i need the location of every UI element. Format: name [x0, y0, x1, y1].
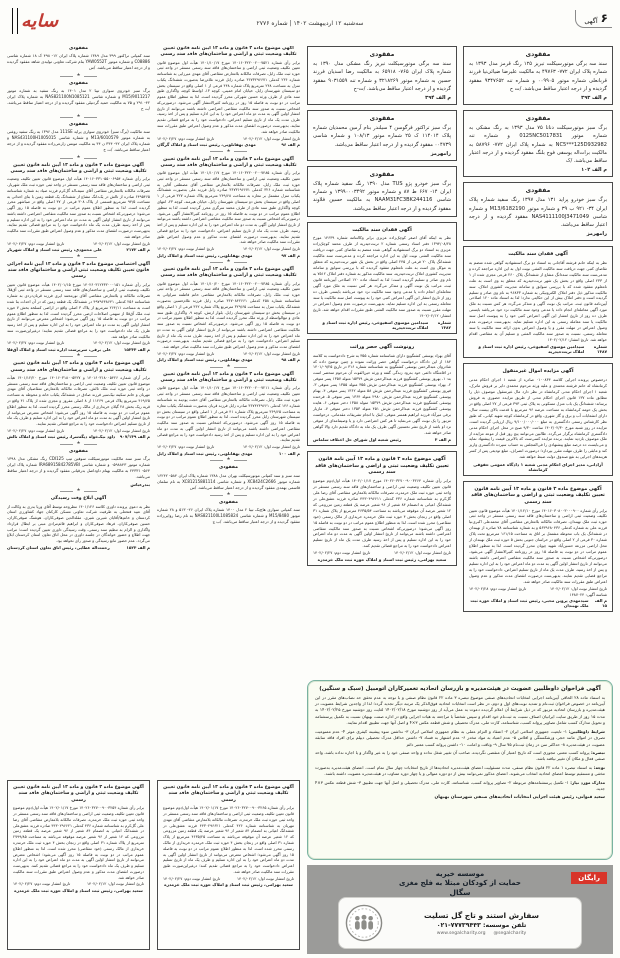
column-c: [157, 46, 300, 950]
documents-text: ۱- تکمیل پرسشنامه‌های مربوطه ۲- تصاویر پروانه کسب، شناسنامه، کارت ملی، مدرک تحصیلی و اصل آنها جهت تطبیق ۳- شش قطعه عکس ۳×۴ جدید.: [315, 779, 605, 792]
separator: [157, 150, 300, 155]
land-registration-notice: [157, 157, 300, 258]
notice-ref: شماره ۱۳۸۲: [437, 319, 451, 330]
charity-website: www.segalcharity.org: [436, 930, 486, 936]
callout-intro: به استناد ماده ۲۸ الحاقی آیین‌نامه اجرایی انتخابات اتحادیه‌های صنفی موضوع تبصره ۳ ماده ۲۲ قانون نظام صنفی و با توجه به عدم تحقق حد نصاب‌های مقرر در این آیین‌نامه در خصوص فراخوان ثبت‌نام و تمدید نوبت‌های اول و دوم، در نظر است انتخابات اتحادیه فوق‌الذکر یک مرتبه دیگر تجدید گردد؛ لذا از واجدین شرایط عضویت در هیئت‌مدیره و بازرسان اتحادیه مزبور که در ذیل شرایط آن اعلام گردیده دعوت به عمل می‌آید از روز دوشنبه مورخ ۱۴۰۲/۰۲/۱۸ لغایت روز دوشنبه مورخ ۱۴۰۲/۰۲/۲۵ به مدت ۱۵ روز از طریق سایت ایرانیان اصناف نسبت به ثبت‌نام خود اقدام و سپس شخصاً با مراجعه به هیات اجرایی واقع در اداره صمت بهبهان نسبت به تکمیل پرسشنامه و تحویل مدارک کسب شامل تصاویر پروانه کسب، شناسنامه، کارت ملی، مدرک تحصیلی و شش قطعه عکس ۳×۴ و اصل آنها جهت تطبیق اقدام نمایند.: [315, 694, 605, 726]
separator-line: [60, 491, 73, 492]
callout-note: [315, 765, 605, 778]
separator-line: [234, 367, 247, 368]
callout-documents: [315, 780, 605, 793]
notice-title: مفقودی: [69, 121, 88, 127]
notice-signature-row: [469, 598, 607, 608]
lost-document-notice: [7, 81, 150, 112]
notice-footer: م الف ۱۰۲: [581, 167, 607, 174]
notice-body: برابر رأی شماره ۱۴۰۱۶۰۳۲۲۰۰۲۰۰۷۵۲۱ مورخ ۱۴۰۱/۱۰/۱۷ هیأت اول موضوع قانون تعیین تکلیف وضعیت ثبتی اراضی و ساختمان‌های فاقد سند رسمی مستقر در واحد ثبتی حوزه ثبت ملک زابل، تصرفات مالکانه بلامعارض متقاضی آقای مهدی میرزایی به شناسنامه شماره ۲۳۶ کدملی ۳۶۷۳۲۹۶۶۷۱ صادره زابل فرزند غلام‌رضا به‌صورت ششدانگ یکباب منزل به مساحت ۲۴۸ مترمربع پلاک شماره ۴۴۸ فرعی از ۱ اصلی واقع در سیستان بخش دو سیستان شهرستان زابل، خیابان امام خمینی، کوچه ۱۳، اواسط کوچه، واگذاری طبق سند عادی از طرف ورثه حسین شهرکی محرز گردیده است. لذا به منظور اطلاع عموم مراتب در دو نوبت به فاصله ۱۵ روز در روزنامه کثیرالانتشار آگهی می‌شود. درصورتی‌که اشخاص نسبت به صدور سند مالکیت متقاضی اعتراضی داشته باشند می‌توانند از تاریخ انتشار اولین آگهی به مدت دو ماه اعتراض خود را به این اداره تسلیم و پس از اخذ رسید، ظرف مدت یک ماه از تاریخ تسلیم اعتراض، دادخواست خود را به مراجع قضائی تقدیم نمایند. بدیهی‌ست درصورت انقضای مدت مذکور و عدم وصول اعتراض طبق مقررات سند مالکیت صادر خواهد شد.: [157, 59, 300, 134]
second-publication-date: تاریخ انتشار نوبت دوم: ۱۴۰۲/۰۲/۲۷: [157, 246, 215, 252]
separator-line: [234, 460, 247, 461]
lost-document-notice: [7, 46, 150, 71]
notice-title: مفقودی: [69, 46, 88, 51]
notice-title: آگهی موضوع ماده ۳ قانون و ماده ۱۳ آیین نامه قانون تعیین تکلیف وضعیت ثبتی و اراضی و ساختمان‌های فاقد سند رسمی: [160, 46, 297, 58]
documents-label: مدارک مورد نیاز:: [570, 779, 606, 785]
notice-body: سند کمپانی تراکتور ۳۹۹ مدل ۱۳۸۹ شماره پلاک ایران ۱۲- ۴۹۸ ک ۱۸ شماره شاسی C08886 و شماره موتور YAW0552T بنام شرکت تعاونی تولیدی شاهد مفقود گردیده و از درجه اعتبار ساقط می‌باشد. /س: [7, 53, 150, 71]
separator-line: [60, 117, 73, 118]
separator-line: [84, 158, 97, 159]
lost-document-notice: [157, 500, 300, 525]
second-publication-date: تاریخ انتشار نوبت دوم: ۱۴۰۲/۰۲/۲۷: [13, 881, 71, 887]
notice-title: آگهی موضوع ماده ۳ قانون و ماده ۱۳ آیین نامه قانون تعیین تکلیف وضعیت ثبتی و اراضی و ساختمان‌های فاقد سند رسمی: [10, 361, 147, 373]
lost-document-notice: [307, 46, 457, 105]
notice-body: برابر رأی شماره ۱۴۰۲۶۰۳۲۷۰۰۹۰۰۳۲۵۴ مورخ ۱۴۰۲/۰۱/۱۷ هیأت اول/دوم موضوع قانون تعیین تکلیف وضعیت ثبتی اراضی و ساختمان‌های فاقد سند رسمی مستقر در واحد ثبتی حوزه ثبت ملک خرمدره، تصرفات مالکانه بلامعارض متقاضی آقای رضا علی گل‌کرم به شناسنامه شماره ۴۳۶ کدملی ۴۴۳۰۲۹۶۶۲۱ صادره فرزند عشق‌علی در ششدانگ اعیانی به انضمام ۸۴ شعیر از ۹۶ شعیر عرصه یک قطعه زمین مزروعی که ۱۲ شعیر از ۹۶ شعیر عرصه موقوفه می‌باشد به مساحت ۲۷۹۹/۸۵ مترمربع از پلاک شماره ۳۱ اصلی واقع در زنجان بخش ۴ حوزه ثبت ملک خرمدره خریداری از مالک رسمی (خود متقاضی) محرز شده است. لذا به منظور اطلاع عموم مراتب در دو نوبت به فاصله ۱۵ روز آگهی می‌شود؛ اشخاص معترض می‌توانند از تاریخ انتشار اولین آگهی به مدت دو ماه اعتراض خود را به این اداره تسلیم و ظرف یک ماه دادخواست خود را به مراجع قضائی تقدیم کنند. بدیهی‌ست درصورت انقضای مدت مذکور و عدم وصول اعتراض طبق مقررات سند مالکیت صادر خواهد شد.: [13, 805, 145, 880]
notice-signature-row: [7, 482, 150, 487]
publication-dates: [469, 586, 607, 591]
notice-ref: م الف ۱۰۰: [278, 450, 300, 456]
star-separator-icon: ★: [76, 353, 81, 359]
separator-line: [210, 460, 223, 461]
separator-line: [84, 257, 97, 258]
land-registration-notice: [157, 372, 300, 456]
lost-document-notice: [7, 449, 150, 487]
first-publication-date: تاریخ انتشار نوبت اول: ۱۴۰۲/۰۲/۱۲: [93, 427, 150, 433]
notice-signature: رئیس شعبه اول شورای حل اختلاف سلماس: [313, 437, 402, 443]
election-call-notice: [307, 680, 613, 860]
publication-dates: [157, 351, 300, 356]
lost-document-notice: [463, 182, 613, 241]
notice-body: برگ سبز خودرو پراید ۱۳۱ مدل ۱۳۹۷ رنگ سفید شماره پلاک ایران ۳۴- ۹۲۱ ب ۳۹ و شماره موتور M13/6182190 و شماره شاسی NAS4111100J3471049 مفقود گردیده و از درجه اعتبار ساقط می‌باشد.: [469, 197, 607, 228]
note-text: به استناد تبصره ۱ ماده ۲۲ قانون نظام صنفی، مدت مسئولیت اعضای هیئت‌مدیره اتحادیه‌ها از تاریخ انتخابات چهار سال تمام است. اعضای هیئت‌مدیره به‌صورت مخفی و مستقیم توسط اعضای اتحادیه انتخاب می‌شوند. اعضای مذکور نمی‌توانند بیش از دو دوره متوالی و یا چهار دوره متناوب در هیئت‌مدیره عضویت داشته باشند.: [315, 764, 605, 777]
notice-body: برگ سبز خودروی سواری تیبا ۲ مدل ۱۴۰۱ به رنگ سفید به شماره موتور M15/9011217 و شماره شاسی NAS821100N1085121 به شماره پلاک ایران ۴۲- ۲۹۱ و ۷۵ به مالکیت حمید گردنیلی مفقود گردیده و از درجه اعتبار ساقط می‌باشد. /ت ح: [7, 88, 150, 112]
boxed-columns: [307, 46, 613, 676]
first-publication-date: تاریخ انتشار نوبت اول: ۱۴۰۲/۰۲/۱۲: [93, 240, 150, 246]
notice-signature-row: [7, 347, 150, 352]
probate-notice: [307, 339, 457, 446]
callout-conditions: [315, 729, 605, 748]
callout-title: آگهی فراخوان داوطلبین عضویت در هیئت‌مدیره و بازرسان اتحادیه تعمیرکاران اتومبیل (سبک و سنگین): [319, 686, 601, 692]
second-publication-date: تاریخ انتشار نوبت دوم: ۱۴۰۲/۰۲/۲۷: [157, 444, 215, 450]
land-registration-notice: [157, 267, 300, 362]
first-publication-date: تاریخ انتشار نوبت اول: ۱۴۰۲/۰۲/۱۲: [243, 135, 300, 141]
notice-signature: سعید بهرامی، رئیس ثبت اسناد و املاک حوزه ثبت ملک خرمدره: [317, 556, 447, 562]
notice-title: مفقودی: [219, 465, 238, 471]
notice-signature: سیدمهدی پروین محبی، رئیس ثبت اسناد و املاک حوزه ثبت ملک نهبندان: [470, 598, 589, 609]
notice-body: برابر رأی شماره ۱۴۰۲۶۰۳۱۲۴۳۲۰۰۰۱۵۱ مورخ ۱۴۰۲/۰۱/۱۵ هیأت موضوع قانون تعیین تکلیف وضعیت ثبتی اراضی و ساختمان‌های فاقد سند رسمی مستقر در واحد ثبتی آق‌قلا، تصرفات مالکانه و بلامعارض متقاضی آقای نورمحمد ایری فرزند قربان‌دردی به شماره شناسنامه ۲۵۶ کدملی ۴۹۷۹۶۴۸۶۴۱ در ششدانگ یک قطعه زمین که در آن احداث بنا شده است به مساحت ۲۶۴/۱۱ مترمربع از پلاک ۳ اصلی واقع در اراضی کسلخه بخش ۷ حوزه ثبت ملک آق‌قلا از سهمی اصلاحات ارضی محرز گردیده است. لذا به منظور اطلاع عموم مراتب در دو نوبت به فاصله ۱۵ روز آگهی می‌شود؛ اشخاص معترض می‌توانند از تاریخ انتشار اولین آگهی به مدت دو ماه اعتراض خود را به این اداره تسلیم و پس از اخذ رسید ظرف یک ماه دادخواست خود را به مراجع قضائی تقدیم نمایند؛ درغیراین‌صورت سند مالکیت صادر خواهد شد.: [7, 281, 150, 339]
notice-ref: شماره ۱۳۸۷: [593, 344, 607, 355]
separator-line: [234, 262, 247, 263]
notice-signature-row: [7, 247, 150, 252]
first-publication-date: تاریخ انتشار نوبت اول: ۱۴۰۲/۰۲/۱۲: [550, 585, 607, 591]
notice-body: سند مالکیت (برگ سبز) خودروی سواری پراید 111SE مدل ۱۳۹۶ به رنگ سفید روغنی به شماره موتور M13/6010579 و شماره شاسی NAS431100H1005015 و شماره پلاک ایران ۴۲- ۳۴۴ ن ۴۴ به مالکیت مونس زارعی‌زاده مفقود گردیده و از درجه اعتبار ساقط می‌باشد. /ت ح: [7, 129, 150, 153]
separator-line: [84, 76, 97, 77]
separator-line: [84, 117, 97, 118]
separator-line: [84, 444, 97, 445]
second-publication-date: تاریخ انتشار نوبت دوم: ۱۴۰۲/۰۲/۲۸: [469, 585, 527, 591]
clause-text: پروانه کسب معتبر، مجوزی است که تاریخ اعتبار آن منقضی نگردیده، صاحب آن تغییر شغل نداده و واحد صنفی خود را به غیر واگذار و یا اجاره نداده باشد، واحد صنفی فعال و مکان آن تغییر نیافته باشد.: [315, 750, 605, 762]
separator: [7, 115, 150, 120]
second-publication-date: تاریخ انتشار نوبت دوم: ۱۴۰۲/۰۲/۲۷: [7, 340, 65, 346]
notice-ref: م الف ۱۵: [594, 598, 607, 609]
star-separator-icon: ★: [76, 440, 81, 446]
separator-line: [210, 495, 223, 496]
notice-signature-row: [469, 344, 607, 354]
separator: [157, 458, 300, 463]
charity-order-text: [388, 911, 575, 936]
section-label: آگهی: [584, 16, 598, 25]
separator: [7, 489, 150, 494]
separator-line: [60, 444, 73, 445]
second-publication-date: تاریخ انتشار نوبت دوم: ۱۴۰۲/۰۲/۲۷: [313, 550, 371, 556]
right-half: [307, 46, 613, 950]
notice-signature-row: [157, 142, 300, 147]
notice-id: شناسه آگهی: ۱۴۸۷۰۲۴: [569, 591, 607, 597]
notice-body: برگ سبز سند مالکیت موتورسیکلت سوفین تیپ CDI125 رنگ مشکی مدل ۱۳۹۸ شماره موتور ۰۵۹۸۸۴۳ و شماره شاسی IRA68915842785VBI شماره پلاک ایران ۵۶۴- ۲۴۳۳۱ به مالکیت بهنام داوداصل بدرقیانی مفقود گردیده و از درجه اعتبار ساقط می‌باشد.: [7, 456, 150, 480]
separator: [157, 365, 300, 370]
charity-ad: [307, 865, 613, 954]
publication-dates: [157, 246, 300, 251]
notice-signature: مهدی بهقانلویی، رئیس ثبت اسناد و املاک گرگان: [157, 142, 256, 148]
separator: [157, 493, 300, 498]
notice-title: آگهی فقدان سند مالکیت: [352, 226, 412, 233]
notice-body: برابر رأی شماره ۱۴۰۱۶۰۳۰۸۰۰۳۰۰۰۹۰۰ مورخ ۱۴۰۱/۱۲/۱۰ هیأت موضوع قانون تعیین تکلیف وضعیت ثبتی اراضی و ساختمان‌های فاقد سند رسمی مستقر در واحد ثبتی حوزه ثبت ملک نهبندان، تصرفات مالکانه بلامعارض متقاضی آقای محمدعلی اکبری‌نیا فرزند علی به شماره کدملی ۵۶۳۹۶۸۰۴۳۶ و به شماره شناسنامه ۷۸ صادره از نهبندان در ششدانگ یک باب محوطه مشتمل بر اتاق به مساحت ۱۶۱/۱۵ مترمربع تحت پلاک شماره ۳۰ فرعی از ۲ اصلی واقع در خراسان جنوبی بخش ۵ حوزه ثبت ملک نهبندان از محل اراضی مزرعه حسین‌آباد شهید چوپان محرز گردیده است. لذا به منظور اطلاع عموم مراتب در دو نوبت به فاصله ۱۵ روز در روزنامه کثیرالانتشار آگهی می‌شود. درصورتی‌که اشخاص نسبت به صدور سند مالکیت متقاضی اعتراضی داشته باشند می‌توانند از تاریخ انتشار اولین آگهی به مدت دو ماه اعتراض خود را به این اداره تسلیم و پس از اخذ رسید، ظرف مدت یک ماه از تاریخ تسلیم اعتراض، دادخواست خود را به مراجع قضایی تقدیم نمایند. بدیهی‌ست درصورت انقضای مدت مذکور و عدم وصول اعتراض طبق مقررات سند مالکیت صادر خواهد شد.: [469, 507, 607, 584]
notice-title: آگهی موضوع ماده ۳ قانون و ماده ۱۳ آیین نامه قانون تعیین تکلیف وضعیت ثبتی و اراضی و ساختمان‌های فاقد سند رسمی: [160, 371, 297, 384]
notice-body: نظر به اینکه خانم فرشته آقاجانی به استناد دو برگ استشهادیه گواهی شده منضم به تقاضای کتبی جهت دریافت سند مالکیت المثنی نوبت اول به این اداره مراجعه کرده و مدعی‌ست سند مالکیت سه‌دانگ مشاع از ششدانگ پلاک ۲۶۰ فرعی مجزی شده از ۱ از ۲۳۳ اصلی واقع در بخش یک شهر تربت‌حیدریه که متعلق به وی است به علت نامعلوم مفقود شده که با بررسی سوابق و سامانه مدیریت کشوری املاک، سند مالکیت مذکور ذیل دفتر املاک الکترونیکی به شماره ۹۶۸۳۳ به نام وی صادر و تسلیم گردیده است و دفتر املاک بیش از این حکایتی ندارد؛ لذا به استناد ماده ۱۲۰ اصلاحی آیین‌نامه قانون ثبت، مراتب یک نوبت آگهی و متذکر می‌گردد هر کس نسبت به ملک مورد آگهی معامله‌ای انجام داده یا مدعی وجود سند مالکیت نزد خود می‌باشد بایستی ظرف ده روز از تاریخ انتشار این آگهی اعتراض کتبی خود را به پیوست اصل سند مالکیت یا سند معامله رسمی به این اداره تسلیم نماید. بدیهی‌ست درصورت عدم وصول اعتراض در مهلت مقرر و یا وصول اعتراض بدون ارائه سند مالکیت یا سند معامله رسمی، نسبت به صدور سند مالکیت المثنی و تسلیم آن به متقاضی اقدام خواهد شد. تاریخ انتشار: ۱۴۰۲/۰۲/۱۲: [469, 259, 608, 343]
separator-line: [60, 257, 73, 258]
land-registration-notice: [7, 262, 150, 352]
separator-line: [84, 491, 97, 492]
notice-signature-row: [157, 253, 300, 258]
missing-deed-notice: [463, 246, 613, 358]
publication-dates: [7, 428, 150, 433]
star-separator-icon: ★: [76, 488, 81, 494]
first-publication-date: تاریخ انتشار نوبت اول: ۱۴۰۲/۰۲/۱۲: [93, 340, 150, 346]
notice-footer: بندرعباس: [130, 481, 150, 487]
notice-body: برابر رأی شماره ۱۴۰۱۶۰۳۳۱۰۵۵۰۰۶۹۵۴ هیأت اول موضوع قانون تعیین تکلیف وضعیت ثبتی اراضی و ساختمان‌های فاقد سند رسمی مستقر در واحد ثبتی حوزه ثبت ملک شهریار، تصرفات مالکانه بلامعارض متقاضی آقای سیف‌اله گل‌کرم فرزند صیاد به شماره شناسنامه ۶۴۹۵۴۶۵ صادره از تالش در یک‌دانگ مشاع از ششدانگ یک قطعه زمین با بنای احداثی به مساحت ۹۴/۵ مترمربع قسمتی از پلاک ۳۰۸ فرعی از ۴۷ اصلی واقع در صباشهر محرز گردیده است. لذا به منظور اطلاع عموم مراتب در دو نوبت به فاصله ۱۵ روز آگهی می‌شود؛ درصورتی‌که اشخاص نسبت به صدور سند مالکیت متقاضی اعتراضی داشته باشند می‌توانند از تاریخ انتشار اولین آگهی به مدت دو ماه اعتراض خود را به این اداره تسلیم و پس از اخذ رسید ظرف مدت یک ماه دادخواست خود را به مراجع قضائی تقدیم نمایند. بدیهی‌ست درصورت انقضای مدت مذکور و عدم وصول اعتراض طبق مقررات سند مالکیت صادر خواهد شد.: [7, 176, 150, 240]
notice-body: برگ سبز خودرو پژو TUS مدل ۱۳۹۰ رنگ سفید شماره پلاک ایران ۱۴- ۶۶۷ ط ۸۷ و شماره موتور ۱۳۹۹۰۰۰۳۴۹۲ و شماره شاسی NAAM31FC3BK244116 به مالکیت حسین فلاوند مفقود گردیده و از درجه اعتبار ساقط می‌باشد.: [313, 180, 452, 212]
second-publication-date: تاریخ انتشار نوبت دوم: ۱۴۰۲/۰۲/۲۷: [157, 135, 215, 141]
notice-signature: سعید بهرامی، رئیس ثبت اسناد و املاک حوزه ثبت ملک خرمدره: [14, 887, 143, 893]
publication-dates: [313, 550, 451, 555]
notice-body: سند کمپانی سواری هاچ‌بک تیبا ۲ مدل ۱۴۰۰ شماره پلاک ایران ۲۶- ۵۱۳ و ۲۸ شماره موتور M15/8480 و شماره شاسی NAS821100L1085824 به نام رضا روایی‌زاده مفقود گردیده و از درجه اعتبار ساقط می‌باشد. /ب ج: [157, 507, 300, 525]
notice-footer: م الف ۳۹۳: [581, 95, 607, 101]
notice-title: آگهی موضوع ماده ۳ قانون و ماده ۱۳ آیین نامه قانون تعیین تکلیف وضعیت ثبتی و اراضی و ساختمان‌های فاقد سند رسمی: [163, 785, 294, 803]
lost-document-notice: [157, 465, 300, 490]
notice-body: آقای بهزاد یوسفی کشتگویچ دارای شناسنامه شماره ۳۵۵ به شرح دادخواست به کلاسه ۱۸۴ از این دادگاه درخواست گواهی حصر وراثت نموده و چنین توضیح داده که شادروان عبدالرحمن یوسفی کشتگویچ به شناسنامه شماره ۳۱۶ در تاریخ ۱۴۰۱/۰۹/۲۵ در اقامتگاه دائمی خود بدرود زندگی گفته و ورثه حین‌الفوت آن مرحوم منحصر است به: ۱- بهروز یوسفی کشتگویچ فرزند عبدالرحمن ش‌ش ۱۵۳۷۹ متولد ۱۳۵۷ پسر متوفی ۲- بهزاد یوسفی کشتگویچ فرزند عبدالرحمن ش‌ش ۳۵۵ متولد ۱۳۵۵ پسر متوفی ۳- فیروز یوسفی کشتگویچ فرزند عبدالرحمن ش‌ش ۵۸ متولد ۱۳۶۲ پسر متوفی ۴- بهنام یوسفی کشتگویچ فرزند عبدالرحمن ش‌ش ۲۹۸۰ متولد ۱۳۶۴ پسر متوفی ۵- فرخنده یوسفی کشتگویچ فرزند عبدالرحمن ش‌ش ۱۵۳۷۹ متولد ۱۳۵۸ دختر متوفی ۶- هایده یوسفی کشتگویچ فرزند عبدالرحمن ش‌ش ۴۵۱ متولد ۱۳۵۳ دختر متوفی ۷- مازیار برفی میرآباد فرزند ابراهیم همسر متوفی. اینک با انجام تشریفات مقدماتی، درخواست مزبور را یک نوبت آگهی می‌نماید تا هر کس اعتراضی دارد و یا وصیتنامه‌ای از متوفی نزد او باشد از تاریخ نشر نخستین آگهی ظرف یک ماه به دادگاه تقدیم دارد والا گواهی صادر خواهد شد.: [313, 352, 452, 435]
order-title: سفارش استند و تاج گل تسلیت: [424, 910, 539, 920]
lost-document-notice: [463, 46, 613, 105]
separator-line: [210, 262, 223, 263]
conditions-label: شرایط داوطلبین:: [568, 728, 606, 734]
separator: [7, 442, 150, 447]
notice-body: سند سه برگی موتورسیکلت تبریز رنگ مشکی مدل ۱۳۹۰ به شماره پلاک ایران ۷۶۵- ۶۵۹۱۸ به مالکیت رضا اسدیان فرزند حسین به شماره موتور ۳۲۱۸۲۶۹ و شماره تنه ۹۰۳۱۵۵۹ مفقود گردیده و از درجه اعتبار ساقط می‌باشد. /ت-ح: [313, 61, 452, 92]
notice-body: برابر رأی شماره ۱۴۰۱۶۰۳۲۲۰۰۲۰۰۷۳۸۵ مورخ ۱۴۰۱/۱۰/۲۰ هیأت اول موضوع قانون تعیین تکلیف وضعیت ثبتی اراضی و ساختمان‌های فاقد سند رسمی مستقر در واحد ثبتی حوزه ثبت ملک زابل، تصرفات مالکانه بلامعارض متقاضی خانم فاطمه سراوانی به شناسنامه شماره ۴۵۸ کدملی ۳۶۷۰۸۴۲۶۶۱ صادره زابل فرزند غلام‌حسین به‌صورت ششدانگ یکباب منزل به مساحت ۳۲۹/۶۵ مترمربع پلاک شماره ۳۶۲ فرعی از ۱ اصلی واقع در سیستان بخش دو سیستان شهرستان زابل، بلوار ارتش، کوچه ۹، واگذاری طبق سند عادی و مع‌الواسطه از ورثه ملک محرز گردیده است. لذا به منظور اطلاع عموم مراتب در دو نوبت به فاصله ۱۵ روز آگهی می‌شود. درصورتی‌که اشخاص نسبت به صدور سند مالکیت متقاضی اعتراضی داشته باشند می‌توانند از تاریخ انتشار اولین آگهی به مدت دو ماه اعتراض خود را به این اداره تسلیم و پس از اخذ رسید، ظرف مدت یک ماه از تاریخ تسلیم اعتراض، دادخواست خود را به مراجع قضائی تقدیم نمایند. بدیهی‌ست درصورت انقضای مدت مذکور و عدم وصول اعتراض طبق مقررات سند مالکیت صادر خواهد شد.: [157, 280, 300, 350]
notice-title: مفقودی: [69, 448, 88, 454]
charity-order-box: [338, 897, 582, 949]
notice-ref: م الف ۳: [434, 437, 451, 443]
logo-text: سایه: [21, 10, 59, 31]
second-publication-date: تاریخ انتشار نوبت دوم: ۱۴۰۲/۰۲/۲۷: [163, 875, 221, 881]
star-separator-icon: ★: [226, 363, 231, 369]
notice-title: آگهی موضوع ماده ۳ قانون و ماده ۱۳ آیین نامه قانون تعیین تکلیف وضعیت ثبتی و اراضی و ساختمان‌های فاقد سند رسمی: [13, 785, 144, 803]
missing-deed-notice: [307, 222, 457, 334]
notice-title: مفقودی: [369, 115, 395, 122]
notice-body: برابر آرای شماره ۱۴۰۱۶۰۳۱۸۰۰۵۴۲۶ و ۱۴۰۱۶۰۳۱۸۰۰۵۴۲۷ مورخ ۱۴۰۱/۱۲/۲۰ هیأت موضوع قانون تعیین تکلیف وضعیت ثبتی اراضی و ساختمان‌های فاقد سند رسمی مستقر در واحد ثبتی حوزه ثبت ملک تالش، تصرفات مالکانه بلامعارض متقاضیان آقای مهدی مهربان و خانم سکینه نیک‌سیر فرزند صادق در ششدانگ یکباب خانه و محوطه به مساحت ۴۱۹/۶۵ مترمربع پلاک فرعی ۱۱۲۶۹ از ۸ اصلی مفروز و مجزی شده از پلاک ۴۱ واقع در قریه ریک بخش ۲۸ گیلان خریداری از مالک رسمی محرز گردیده است. لذا به منظور اطلاع عموم مراتب در دو نوبت به فاصله ۱۵ روز آگهی می‌شود؛ اشخاص معترض می‌توانند از تاریخ انتشار اولین آگهی به مدت دو ماه اعتراض خود را به این اداره تسلیم و ظرف یک ماه از تاریخ تسلیم اعتراض دادخواست خود را به مراجع قضائی تقدیم نمایند.: [7, 374, 150, 427]
notice-title: آگهی فقدان سند مالکیت: [508, 251, 568, 258]
notice-body: سند سبز و سند کمپانی موتورسیکلت بهران مدل ۱۳۸۸ شماره پلاک ایران ۵۸۴- ۱۶۲۴۲ شماره موتور XC8424C2666 و شماره شاسی XC81215881114 به نام سلمان قاسمی بهمدی مفقود گردیده و از درجه اعتبار ساقط می‌باشد. /س: [157, 472, 300, 490]
notice-ref: م الف ۲۱۷۲: [126, 247, 150, 253]
notice-signature-row: [157, 357, 300, 362]
separator: [7, 74, 150, 79]
date-issue-line: سه‌شنبه ۱۲ اردیبهشت ۱۴۰۲ | شماره ۲۷۷۶: [256, 20, 364, 27]
separator-line: [210, 151, 223, 152]
notice-title: آگهی مزایده اموال غیرمنقول: [502, 368, 574, 375]
callout-clause: [315, 750, 605, 763]
charity-logo: [345, 904, 383, 942]
publication-dates: [157, 444, 300, 449]
notice-signature: سعید بهرامی، رئیس ثبت اسناد و املاک حوزه ثبت ملک خرمدره: [164, 882, 293, 888]
publication-dates: [13, 881, 144, 886]
notice-body: نظر به اینکه آقای اصغر کوچک‌زاده عزیزی برابر وکالتنامه شماره ۱۴۶۳۹ مورخ ۱۳۹۴/۰۸/۲۸ دفتر اسناد رسمی شماره ۲ تربت‌حیدریه از طرف محمد کوچک‌زاده عزیزی به استناد دو برگ استشهادیه گواهی شده منضم به تقاضای کتبی جهت دریافت سند مالکیت المثنی نوبت اول به این اداره مراجعه کرده و مدعی‌ست سند مالکیت ششدانگ پلاک ۲۰ فرعی از ۲۴۵ اصلی واقع در بخش یک شهر تربت‌حیدریه که متعلق به موکل وی است به علت نامعلوم مفقود گردیده که با بررسی سوابق و سامانه مدیریت کشوری املاک تربت‌حیدریه، سند مالکیت مذکور به شماره دفتر املاک ۷۵۱۲ به نام وی صادر و تسلیم گردیده است؛ لذا به استناد ماده ۱۲۰ اصلاحی آیین‌نامه قانون ثبت، مراتب یک نوبت آگهی و متذکر می‌گردد هر کس نسبت به ملک مورد آگهی معامله‌ای انجام داده یا مدعی وجود سند مالکیت نزد خود می‌باشد بایستی ظرف ده روز از تاریخ انتشار این آگهی اعتراض کتبی خود را به پیوست اصل سند مالکیت یا سند معامله رسمی به این اداره تسلیم نماید. بدیهی‌ست درصورت عدم وصول اعتراض در مهلت مقرر نسبت به صدور سند مالکیت المثنی طبق مقررات اقدام خواهد شد. تاریخ انتشار: ۱۴۰۲/۰۲/۱۲: [313, 235, 452, 318]
notice-title: آگهی ابلاغ وقت رسیدگی: [50, 496, 107, 502]
hearing-notice: [7, 496, 150, 550]
land-registration-notice: [307, 451, 457, 566]
land-registration-notice: [7, 361, 150, 439]
notice-body: درخصوص پرونده اجرایی کلاسه ۰۱۰۰۸۳۴ صادره از شعبه ۱ اجرای احکام مدنی کرمانشاه له خانم فرشته محمدی و علیه ورثه مرحوم محمدی دایر بر فروش ماترک، شعبه ۱ اجرای احکام مدنی کرمانشاه در نظر دارد مال غیرمنقول موصوف ذیل را مطابق ماده ۱۳۷ قانون اجرای احکام مدنی از طریق مزایده حضوری به فروش برساند: ششدانگ یک باب منزل مسکونی به پلاک ثبتی ۳۹۳ فرعی از ۲۷ اصلی واقع در بخش یک حومه کرمانشاه به مساحت عرصه ۹۶ مترمربع با قدمت بالای بیست سال، دارای انشعابات آب و برق و گاز شهری، واقع در کرمانشاه کوچه شهید کیانی، که طبق نظر کارشناس رسمی دادگستری به مبلغ ۹/۱۰۰/۰۰۰/۰۰۰ ریال ارزیابی گردیده است. مزایده در روز شنبه مورخ ۱۴۰۲/۰۲/۳۰ ساعت ۹/۳۰ صبح در محل اجرای احکام مدنی دادگستری کرمانشاه برگزار می‌گردد. طالبین می‌توانند پنج روز قبل از موعد مزایده از ملک موصوف بازدید نمایند. برنده مزایده کسی‌ست که بالاترین قیمت را پیشنهاد نماید و می‌بایست ده درصد مبلغ پیشنهادی را فی‌المجلس به حساب سپرده دادگستری واریز کند و مابقی را ظرف مهلت مقرر بپردازد؛ درصورت انصراف، مبلغ تودیعی پس از کسر هزینه‌های اجرایی به نفع صندوق دولت ضبط خواهد شد.: [469, 377, 607, 460]
notice-signature: علی برقی، سرپرست اداره ثبت اسناد و املاک آق‌قلا: [7, 346, 112, 352]
publication-dates: [7, 241, 150, 246]
auction-notice: [463, 363, 613, 475]
first-publication-date: تاریخ انتشار نوبت اول: ۱۴۰۲/۰۲/۱۲: [243, 444, 300, 450]
notice-body: سند سه برگی موتورسیکلت تبریز ۱۲۵ رنگ قرمز مدل ۱۳۹۳ به شماره پلاک ایران ۷۷۲- ۴۹۷۶۳ به مالکیت علیرضا ضیائی‌نیا فرزند قربانعلی شماره موتور ۰۰۹۹۰۵ و شماره تنه ۹۳۴۷۶۵۲ مفقود گردیده و از درجه اعتبار ساقط می‌باشد. /ت ح: [469, 61, 607, 92]
notice-ref: م الف ۱۵۲۴: [126, 545, 150, 551]
charity-phone: [388, 922, 575, 929]
newspaper-logo: [12, 8, 58, 34]
notice-body: برگ سبز تراکتور فرگوسن ۴ سیلندر بنام آرمین محمدیان شماره پلاک ۱۱۴۰۱۴ ک ۲۵ شماره موتور ۱۰۸/۱۳ و شماره شاسی ۰۰۴۷۳۹ مفقود گردیده و از درجه اعتبار ساقط می‌باشد.: [313, 125, 451, 148]
notice-title: آگهی موضوع ماده ۳ قانون و ماده ۱۳ آیین نامه قانون تعیین تکلیف وضعیت ثبتی و اراضی و ساختمان‌های فاقد سند رسمی: [471, 485, 605, 505]
notice-title: آگهی موضوع ماده ۳ قانون و ماده ۱۳ آیین نامه قانون تعیین تکلیف وضعیت ثبتی و اراضی و ساختمان‌های فاقد سند رسمی: [10, 162, 147, 175]
notice-signature: رحمت‌اله عطایی، رئیس اتاق تعاون استان کردستان: [7, 545, 110, 551]
land-registration-notice-boxed: [7, 780, 150, 950]
notice-signature: سیدامین موسوی اسفیوخی، رئیس اداره ثبت اسناد و املاک تربت‌حیدریه: [322, 319, 429, 330]
column-b: [307, 46, 457, 676]
notice-ref: م الف ۹۰۷/۱۳۹: [119, 434, 150, 440]
phone-number: ۰۲۱-۷۷۷۳۹۴۴۳: [436, 921, 481, 929]
notice-signature: سیدامین موسوی اسفیوخی، رئیس اداره ثبت اسناد و املاک تربت‌حیدریه: [478, 344, 585, 355]
charity-line1: موسسه خیریه: [435, 870, 485, 878]
notice-title: آگهی موضوع ماده ۳ قانون و ماده ۱۳ آیین نامه قانون تعیین تکلیف وضعیت ثبتی و اراضی و ساختمان‌های فاقد سند رسمی: [160, 267, 297, 279]
notice-title: مفقودی: [525, 115, 551, 122]
notice-title: مفقودی: [525, 51, 551, 58]
lost-document-notice: [307, 166, 457, 217]
column-d-flow: [7, 46, 150, 777]
column-d: [7, 46, 150, 950]
first-publication-date: تاریخ انتشار نوبت اول: ۱۴۰۲/۰۲/۱۲: [394, 550, 451, 556]
page-number-tab: [575, 10, 612, 28]
land-registration-notice-boxed: [157, 780, 300, 950]
lost-document-notice: [463, 110, 613, 177]
second-publication-date: تاریخ انتشار نوبت دوم: ۱۴۰۲/۰۲/۲۷: [157, 350, 215, 356]
notice-signature: علی محمودی، رئیس ثبت اسناد و املاک شهریار: [7, 247, 102, 253]
star-separator-icon: ★: [76, 113, 81, 119]
clause-label: تبصره:: [590, 750, 605, 755]
phone-label: تلفن موسسه:: [482, 921, 527, 929]
separator-line: [84, 356, 97, 357]
second-publication-date: تاریخ انتشار نوبت دوم: ۱۴۰۲/۰۲/۲۷: [7, 240, 65, 246]
notice-body: برابر رأی شماره ۱۴۰۱۶۰۳۲۲۰۰۲۰۰۷۴۸۵ مورخ ۱۴۰۱/۱۰/۱۷ هیأت اول موضوع قانون تعیین تکلیف وضعیت ثبتی اراضی و ساختمان‌های فاقد سند رسمی مستقر در واحد ثبتی حوزه ثبت ملک زابل، تصرفات مالکانه بلامعارض متقاضی آقای مصطفی آقایی به شناسنامه شماره ۳۲۶ کدملی ۳۶۷۳۱۹۶۶۷۱ صادره زابل فرزند علی به‌صورت ششدانگ یکباب منزل مشتمل بر مغازه به مساحت ۲۴۹/۶۸ مترمربع پلاک شماره ۳۲۷ فرعی از ۱ اصلی واقع در سیستان بخش دو سیستان شهرستان زابل، خیابان هیرمند، کوچه ۲۳، انتهای کوچه واگذاری طبق سند عادی از طرف محمد سرگزی محرز گردیده است. لذا به منظور اطلاع عموم مراتب در دو نوبت به فاصله ۱۵ روز در روزنامه کثیرالانتشار آگهی می‌شود. درصورتی‌که اشخاص نسبت به صدور سند مالکیت متقاضی اعتراضی داشته باشند می‌توانند از تاریخ انتشار اولین آگهی به مدت دو ماه اعتراض خود را به این اداره تسلیم و پس از اخذ رسید، ظرف مدت یک ماه از تاریخ تسلیم اعتراض، دادخواست خود را به مراجع قضائی تقدیم نمایند. بدیهی‌ست درصورت انقضای مدت مذکور و عدم وصول اعتراض طبق مقررات سند مالکیت صادر خواهد شد.: [157, 170, 300, 245]
notice-signature: مهدی بهقانلویی، رئیس ثبت اسناد و املاک زابل: [157, 357, 253, 363]
notice-ref: م الف ۹۸: [281, 357, 300, 363]
charity-name: سگال: [449, 888, 471, 897]
publication-dates: [157, 136, 300, 141]
first-publication-date: تاریخ انتشار نوبت اول: ۱۴۰۲/۰۲/۱۲: [243, 350, 300, 356]
charity-links: [388, 931, 575, 936]
separator: [157, 260, 300, 265]
conditions-text: ۱- تابعیت جمهوری اسلامی ایران ۲- اعتقاد و التزام عملی به نظام جمهوری اسلامی ایران ۳- نداشتن سوء پیشینه کیفری موثر ۴- عدم ممنوعیت تصرف در اموال مانند حجر، ورشکستگی و افلاس ۵- عدم اعتیاد به مواد مخدر ۶- عدم اشتهار به فساد ۷- داشتن حداقل مدرک تحصیلی دیپلم برای افراد فاقد سابقه عضویت در هیئت‌مدیره ۸- حداکثر سن در زمان ثبت‌نام ۷۵ سال ۹- وثاقت و امانت ۱۰- داشتن پروانه کسب معتبر دائم: [315, 728, 605, 747]
publication-dates: [7, 340, 150, 345]
publication-dates: [163, 876, 294, 881]
notice-title: رونوشت آگهی حصر وراثت: [349, 343, 415, 350]
free-badge: رایگان: [571, 872, 607, 884]
notice-footer: رامهرمز: [430, 150, 451, 157]
first-publication-date: تاریخ انتشار نوبت اول: ۱۴۰۲/۰۲/۱۲: [237, 875, 294, 881]
notice-signature-row: [7, 434, 150, 439]
note-label: توجه:: [593, 764, 605, 770]
separator-line: [60, 158, 73, 159]
left-half: [7, 46, 300, 950]
star-separator-icon: ★: [76, 154, 81, 160]
star-separator-icon: ★: [226, 492, 231, 498]
page-header: [0, 0, 620, 46]
notice-title: مفقودی: [369, 51, 395, 58]
notice-signature-row: [7, 545, 150, 550]
notice-signature: مهدی بهقانلویی، رئیس ثبت اسناد و املاک زابل: [157, 252, 253, 258]
notice-ref: م الف ۱۵۳۳۴: [123, 346, 150, 352]
land-registration-notice: [463, 481, 613, 613]
notice-signature-row: [313, 437, 451, 442]
star-separator-icon: ★: [76, 253, 81, 259]
notice-title: آگهی موضوع ماده ۳ قانون و ماده ۱۳ آیین نامه قانون تعیین تکلیف وضعیت ثبتی و اراضی و ساختمان‌های فاقد سند رسمی: [315, 456, 449, 476]
column-c-flow: [157, 46, 300, 777]
notice-body: برابر رأی شماره ۱۴۰۲۶۰۳۲۷۰۰۹۰۰۳۲۶۵ مورخ ۱۴۰۲/۰۱/۱۷ هیأت اول/دوم موضوع قانون تعیین تکلیف وضعیت ثبتی اراضی و ساختمان‌های فاقد سند رسمی مستقر در واحد ثبتی حوزه ثبت ملک خرمدره، تصرفات مالکانه بلامعارض متقاضی آقای مهدی مهربان به شناسنامه شماره ۴۲۶ کدملی ۴۴۳۰۲۹۶۶۲۱ فرزند عشق‌علی در ششدانگ اعیانی به انضمام ۸۴ شعیر از ۹۶ شعیر عرصه یک قطعه زمین مزروعی که ۱۲ شعیر عرصه آن موقوفه می‌باشد به مساحت ۴۶۳۵/۲۵ مترمربع از پلاک شماره ۳۱ اصلی واقع در زنجان بخش ۴ حوزه ثبت ملک خرمدره خریداری از مالک رسمی محرز شده است. لذا به منظور اطلاع عموم مراتب در دو نوبت به فاصله ۱۵ روز آگهی می‌شود؛ اشخاص معترض می‌توانند از تاریخ انتشار اولین آگهی به مدت دو ماه اعتراض خود را به این اداره تسلیم و ظرف یک ماه از تاریخ تسلیم اعتراض دادخواست خود را به مراجع قضائی تقدیم کنند؛ درغیراین‌صورت طبق مقررات سند مالکیت صادر خواهد شد.: [163, 805, 295, 874]
notice-id-line: [469, 592, 607, 597]
notice-title: مفقودی: [525, 187, 551, 195]
notice-footer: رامهرمز: [586, 231, 607, 238]
charity-instagram: @segalcharity: [493, 930, 527, 936]
column-a: [463, 46, 613, 676]
charity-line2: حمایت از کودکان مبتلا به فلج مغزی: [399, 879, 521, 887]
separator-line: [210, 367, 223, 368]
notice-footer: م الف ۳۹۴: [425, 95, 451, 101]
separator-line: [234, 495, 247, 496]
separator-line: [60, 356, 73, 357]
second-publication-date: تاریخ انتشار نوبت دوم: ۱۴۰۲/۰۲/۲۷: [7, 427, 65, 433]
notice-ref: م الف ۹۶: [281, 142, 300, 148]
separator: [7, 156, 150, 161]
notice-title: مفقودی: [369, 170, 395, 178]
notice-signature: داود نیک‌خواه دیگه‌سرا، رئیس ثبت اسناد و املاک تالش: [7, 434, 116, 440]
land-registration-notice: [157, 46, 300, 147]
lost-document-notice: [7, 122, 150, 153]
notice-body: برابر رأی شماره ۱۴۰۲۶۰۳۲۷۰۰۹۰۰۳۲۶۴ مورخ ۱۴۰۲/۰۱/۱۷ هیأت اول/دوم موضوع قانون تعیین تکلیف وضعیت ثبتی اراضی و ساختمان‌های فاقد سند رسمی مستقر در واحد ثبتی حوزه ثبت ملک خرمدره، تصرفات مالکانه بلامعارض متقاضی آقای رضا علی گل‌کرم به شناسنامه شماره ۴۳۶ کدملی ۴۴۳۰۴۹۶۶۱۱ صادره فرزند عشق‌علی در ششدانگ اعیانی به انضمام ۸۴ شعیر از ۹۶ شعیر عرصه یک قطعه زمین مزروعی که ۱۲ شعیر عرصه آن موقوفه می‌باشد به مساحت ۴۶۳۵/۵۴ مترمربع از پلاک شماره ۳۱ اصلی واقع در زنجان بخش ۴ حوزه ثبت ملک خرمدره خریداری از مالک رسمی (خود متقاضی) محرز شده است. لذا به منظور اطلاع عموم مراتب در دو نوبت به فاصله ۱۵ روز آگهی می‌شود؛ درصورتی‌که اشخاص نسبت به صدور سند مالکیت متقاضی اعتراضی داشته باشند می‌توانند از تاریخ انتشار اولین آگهی به مدت دو ماه اعتراض خود را به این اداره تسلیم و پس از اخذ رسید ظرف مدت یک ماه از تاریخ تسلیم اعتراض دادخواست خود را به مراجع قضائی تقدیم کنند.: [313, 478, 452, 549]
notice-ref: م الف ۹۷: [281, 252, 300, 258]
callout-signature: سعید قنواتی، رئیس هیئت اجرایی انتخابات اتحادیه‌های صنفی شهرستان بهبهان: [434, 794, 605, 800]
notice-body: نظر به دعوی پرونده داوری کلاسه ۱۴۰۱/۱۲۶ مطروحه توسط آقای وریا بدری به وکالت از آقای عبید فتحعلی به طرفیت شرکت تعاونی مسکن کارکنان جهاد کشاورزی استان کردستان و خانم‌ها/آقایان شیرین شیری، مقلدالدین صوفی‌کاران، هوشنگ صوفی‌کاران، حسین صوفی‌کاران، فرهاد صوفی‌کاران و ابراهیم قائم‌مرادی مبنی بر ابطال قرارداد واگذاری و الزام به تنظیم سند رسمی، وقت رسیدگی داوری تعیین گردیده است؛ مراتب جهت اطلاع و حضور خواندگان در جلسه داوری در محل اتاق تعاون استان کردستان ابلاغ می‌گردد. عدم حضور مانع رسیدگی و صدور رأی نخواهد بود.: [7, 503, 150, 544]
content-columns: [0, 46, 620, 950]
star-separator-icon: ★: [226, 457, 231, 463]
first-publication-date: تاریخ انتشار نوبت اول: ۱۴۰۲/۰۲/۱۲: [243, 246, 300, 252]
separator: [7, 354, 150, 359]
notice-title: مفقودی: [69, 80, 88, 86]
separator: [7, 255, 150, 260]
notice-title: آگهی موضوع ماده ۳ قانون و ماده ۱۳ آیین نامه قانون تعیین تکلیف وضعیت ثبتی و اراضی و ساختمان‌های فاقد سند رسمی: [160, 156, 297, 168]
notice-signature-row: [157, 451, 300, 456]
logo-bars-icon: [12, 8, 18, 34]
notice-body: برگ سبز موتورسیکلت دناتا ۷۵ مدل ۱۳۹۳ به رنگ مشکی به شماره موتور 0125NC5017831 و شماره تنه NC5***125D932982 به شماره پلاک ایران ۷۷۲- ۵۸۷۹۶ به مالکیت برات‌اله یوسفی فوج بلنگ مفقود گردیده و از درجه اعتبار ساقط می‌باشد. /ک: [469, 125, 608, 164]
lost-document-notice: [307, 110, 457, 161]
notice-body: برابر رأی شماره ۱۴۰۱۶۰۳۲۲۰۰۲۰۰۷۲۱۱ مورخ ۱۴۰۱/۱۰/۱۷ هیأت اول موضوع قانون تعیین تکلیف وضعیت ثبتی اراضی و ساختمان‌های فاقد سند رسمی مستقر در واحد ثبتی حوزه ثبت ملک زابل، تصرفات مالکانه بلامعارض متقاضی آقای حجت پودینه به شناسنامه شماره ۱۴۶ کدملی ۳۶۷۴۲۴۹۶۶۱ صادره زابل فرزند قربان به‌صورت ششدانگ یکباب مغازه به مساحت ۳۶۹/۶۵ مترمربع پلاک شماره ۴۱ فرعی از ۱ اصلی واقع در سیستان بخش دو سیستان شهرستان زابل محرز گردیده است. لذا به منظور اطلاع عموم مراتب در دو نوبت به فاصله ۱۵ روز آگهی می‌شود. درصورتی‌که اشخاص نسبت به صدور سند مالکیت متقاضی اعتراضی داشته باشند می‌توانند از تاریخ انتشار اولین آگهی به مدت دو ماه اعتراض خود را به این اداره تسلیم و پس از اخذ رسید دادخواست خود را به مراجع قضائی تقدیم نمایند.: [157, 385, 300, 443]
first-publication-date: تاریخ انتشار نوبت اول: ۱۴۰۲/۰۲/۱۲: [87, 881, 144, 887]
star-separator-icon: ★: [226, 148, 231, 154]
land-registration-notice: [7, 163, 150, 253]
notice-signature-row: [313, 320, 451, 330]
separator-line: [60, 76, 73, 77]
notice-title: آگهی اختصاصی موضوع ماده ۳ قانون و ماده ۱۳ آیین نامه اجرائی قانون تعیین تکلیف وضعیت ثبتی اراضی و ساختمانهای فاقد سند رسمی: [7, 261, 150, 280]
notice-signature: آزادانی، مدیر اجرای احکام مدنی شعبه ۱ دادگاه عمومی حقوقی کرمانشاه: [473, 461, 603, 472]
star-separator-icon: ★: [76, 72, 81, 78]
notice-title: مفقودی: [219, 500, 238, 506]
separator-line: [234, 151, 247, 152]
notice-signature: مهدی بهقانلویی، رئیس ثبت اسناد و املاک زابل: [157, 450, 253, 456]
star-separator-icon: ★: [226, 259, 231, 265]
page-number: ۶: [600, 11, 608, 25]
